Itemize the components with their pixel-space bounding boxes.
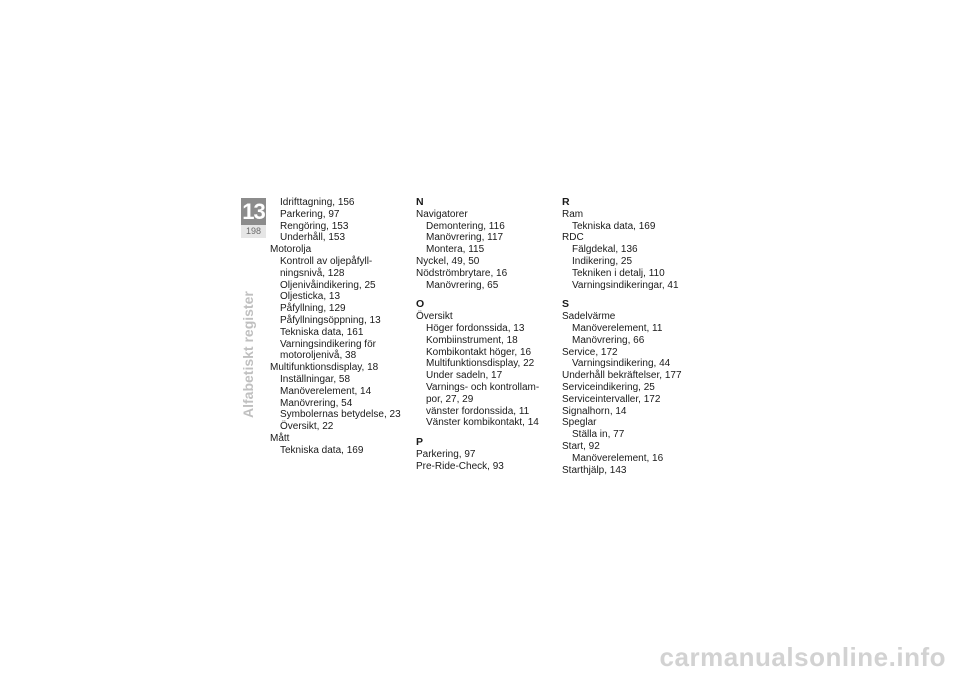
index-subentry: Manöverelement, 16 (572, 452, 664, 464)
index-subentry: Varningsindikering för (280, 338, 376, 350)
index-subentry: Höger fordonssida, 13 (426, 322, 525, 334)
index-subentry: Idrifttagning, 156 (280, 197, 355, 208)
index-subentry: Påfyllningsöppning, 13 (280, 314, 381, 326)
index-subentry: vänster fordonssida, 11 (426, 405, 530, 417)
index-subentry: Manöverelement, 14 (280, 385, 372, 397)
index-subentry: ningsnivå, 128 (280, 267, 345, 279)
index-entry: Starthjälp, 143 (562, 464, 627, 476)
index-subentry: Manövrering, 54 (280, 397, 353, 409)
index-entry: Nyckel, 49, 50 (416, 255, 480, 267)
index-subentry: Påfyllning, 129 (280, 303, 346, 315)
watermark: carmanualsonline.info (659, 642, 946, 672)
index-entry: Signalhorn, 14 (562, 405, 627, 417)
index-subentry: Under sadeln, 17 (426, 370, 503, 382)
index-subentry: Indikering, 25 (572, 255, 633, 267)
index-subentry: Multifunktionsdisplay, 22 (426, 358, 535, 370)
index-letter: O (416, 298, 425, 311)
index-subentry: Manövrering, 117 (426, 232, 504, 244)
index-entry: Start, 92 (562, 440, 600, 452)
index-subentry: Varningsindikeringar, 41 (572, 279, 679, 291)
index-entry: Underhåll bekräftelser, 177 (562, 370, 682, 382)
index-subentry: Varnings- och kontrollam- (426, 381, 540, 393)
index-entry: Service, 172 (562, 346, 618, 358)
index-subentry: Kontroll av oljepåfyll- (280, 255, 373, 267)
index-letter: P (416, 436, 424, 449)
index-column-1 (270, 197, 410, 457)
index-entry: Nödströmbrytare, 16 (416, 267, 508, 279)
index-entry: Ram (562, 208, 584, 220)
index-subentry: Kombiinstrument, 18 (426, 334, 518, 346)
index-entry: Sadelvärme (562, 311, 616, 323)
index-letter: S (562, 298, 570, 311)
index-entry: Mått (270, 432, 290, 444)
index-subentry: Tekniska data, 169 (280, 444, 364, 456)
index-entry: Navigatorer (416, 208, 468, 220)
side-title-text: Alfabetiskt register (240, 291, 256, 418)
index-entry: Pre-Ride-Check, 93 (416, 460, 504, 472)
index-subentry: por, 27, 29 (426, 393, 474, 405)
index-subentry: Symbolernas betydelse, 23 (280, 409, 401, 421)
index-subentry: Varningsindikering, 44 (572, 358, 671, 370)
index-subentry: motoroljenivå, 38 (280, 350, 357, 362)
index-subentry: Fälgdekal, 136 (572, 244, 638, 256)
index-column-3 (562, 197, 702, 476)
index-subentry: Rengöring, 153 (280, 220, 349, 232)
index-subentry: Översikt, 22 (280, 421, 334, 433)
index-subentry: Montera, 115 (426, 244, 485, 256)
index-subentry: Tekniken i detalj, 110 (572, 267, 665, 279)
index-column-2 (416, 197, 556, 473)
index-entry: Speglar (562, 417, 597, 429)
index-subentry: Manöverelement, 11 (572, 322, 663, 334)
side-title (236, 250, 266, 450)
index-subentry: Kombikontakt höger, 16 (426, 346, 532, 358)
chapter-tab (241, 198, 266, 238)
index-subentry: Tekniska data, 161 (280, 326, 364, 338)
index-subentry: Ställa in, 77 (572, 429, 625, 441)
index-entry: Serviceintervaller, 172 (562, 393, 661, 405)
chapter-number: 13 (242, 199, 265, 224)
index-letter: R (562, 196, 570, 208)
index-subentry: Manövrering, 66 (572, 334, 645, 346)
index-subentry: Oljesticka, 13 (280, 291, 341, 303)
index-subentry: Parkering, 97 (280, 208, 340, 220)
index-entry: RDC (562, 232, 584, 244)
index-subentry: Inställningar, 58 (280, 373, 351, 385)
index-entry: Parkering, 97 (416, 448, 476, 460)
index-subentry: Tekniska data, 169 (572, 220, 656, 232)
index-entry: Översikt (416, 311, 453, 323)
index-subentry: Vänster kombikontakt, 14 (426, 417, 539, 429)
index-subentry: Oljenivåindikering, 25 (280, 279, 376, 291)
index-entry: Multifunktionsdisplay, 18 (270, 362, 379, 374)
index-entry: Serviceindikering, 25 (562, 381, 655, 393)
page-number: 198 (241, 225, 266, 238)
index-subentry: Demontering, 116 (426, 220, 505, 232)
index-subentry: Manövrering, 65 (426, 279, 499, 291)
index-subentry: Underhåll, 153 (280, 232, 346, 244)
index-letter: N (416, 196, 424, 208)
index-entry: Motorolja (270, 244, 312, 256)
